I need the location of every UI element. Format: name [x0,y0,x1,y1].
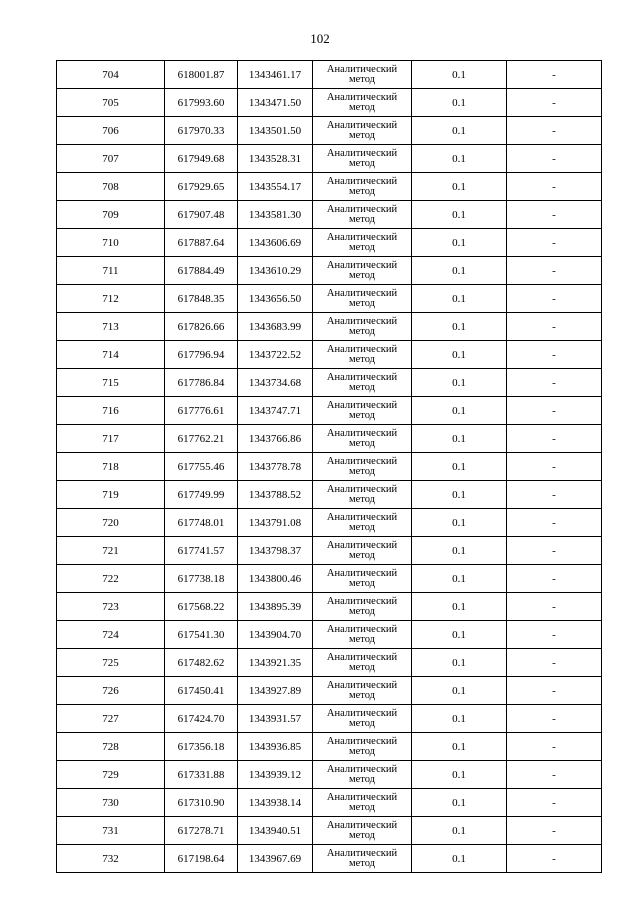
x-coordinate-cell: 617786.84 [165,369,238,397]
method-text-line1: Аналитический [326,455,398,467]
x-coordinate-cell: 617949.68 [165,145,238,173]
accuracy-cell: 0.1 [412,621,507,649]
accuracy-cell: 0.1 [412,117,507,145]
method-cell [313,761,412,789]
x-coordinate-cell: 617482.62 [165,649,238,677]
point-number-cell: 725 [57,649,165,677]
method-cell [313,285,412,313]
point-number-cell: 729 [57,761,165,789]
accuracy-cell: 0.1 [412,761,507,789]
table-row [57,313,602,341]
point-number-cell: 718 [57,453,165,481]
method-text-line2: метод [348,773,376,785]
point-number-cell: 721 [57,537,165,565]
table-row [57,61,602,89]
y-coordinate-cell: 1343683.99 [238,313,313,341]
x-coordinate-cell: 617541.30 [165,621,238,649]
x-coordinate-cell: 617568.22 [165,593,238,621]
table-row [57,285,602,313]
method-text-line2: метод [348,157,376,169]
description-cell: - [507,649,602,677]
point-number-cell: 726 [57,677,165,705]
accuracy-cell: 0.1 [412,649,507,677]
description-cell: - [507,397,602,425]
method-text-line1: Аналитический [326,175,398,187]
description-cell: - [507,761,602,789]
table-row [57,705,602,733]
table-row [57,761,602,789]
point-number-cell: 727 [57,705,165,733]
accuracy-cell: 0.1 [412,89,507,117]
method-text-line2: метод [348,213,376,225]
y-coordinate-cell: 1343791.08 [238,509,313,537]
method-text-line2: метод [348,409,376,421]
description-cell: - [507,61,602,89]
accuracy-cell: 0.1 [412,481,507,509]
method-text-line2: метод [348,185,376,197]
accuracy-cell: 0.1 [412,257,507,285]
point-number-cell: 715 [57,369,165,397]
accuracy-cell: 0.1 [412,425,507,453]
table-row [57,593,602,621]
method-text-line1: Аналитический [326,679,398,691]
x-coordinate-cell: 617748.01 [165,509,238,537]
x-coordinate-cell: 617424.70 [165,705,238,733]
accuracy-cell: 0.1 [412,201,507,229]
method-cell [313,173,412,201]
y-coordinate-cell: 1343800.46 [238,565,313,593]
method-cell [313,313,412,341]
x-coordinate-cell: 617356.18 [165,733,238,761]
accuracy-cell: 0.1 [412,341,507,369]
method-text-line1: Аналитический [326,203,398,215]
y-coordinate-cell: 1343747.71 [238,397,313,425]
table-row [57,789,602,817]
method-text-line1: Аналитический [326,483,398,495]
table-row [57,229,602,257]
method-text-line1: Аналитический [326,623,398,635]
y-coordinate-cell: 1343895.39 [238,593,313,621]
accuracy-cell: 0.1 [412,173,507,201]
method-text-line1: Аналитический [326,399,398,411]
method-text-line2: метод [348,241,376,253]
table-row [57,453,602,481]
method-text-line1: Аналитический [326,819,398,831]
table-row [57,341,602,369]
y-coordinate-cell: 1343936.85 [238,733,313,761]
description-cell: - [507,341,602,369]
accuracy-cell: 0.1 [412,593,507,621]
table-row [57,201,602,229]
method-text-line1: Аналитический [326,791,398,803]
table-row [57,845,602,873]
method-text-line2: метод [348,493,376,505]
table-row [57,425,602,453]
method-text-line1: Аналитический [326,595,398,607]
accuracy-cell: 0.1 [412,397,507,425]
method-text-line1: Аналитический [326,231,398,243]
method-text-line2: метод [348,101,376,113]
y-coordinate-cell: 1343722.52 [238,341,313,369]
description-cell: - [507,369,602,397]
method-text-line1: Аналитический [326,763,398,775]
accuracy-cell: 0.1 [412,145,507,173]
method-text-line1: Аналитический [326,371,398,383]
accuracy-cell: 0.1 [412,61,507,89]
description-cell: - [507,453,602,481]
method-text-line2: метод [348,745,376,757]
y-coordinate-cell: 1343939.12 [238,761,313,789]
method-cell [313,733,412,761]
accuracy-cell: 0.1 [412,705,507,733]
method-cell [313,61,412,89]
table-row [57,733,602,761]
y-coordinate-cell: 1343938.14 [238,789,313,817]
method-text-line2: метод [348,381,376,393]
x-coordinate-cell: 617907.48 [165,201,238,229]
accuracy-cell: 0.1 [412,565,507,593]
method-text-line1: Аналитический [326,315,398,327]
method-text-line2: метод [348,829,376,841]
method-text-line1: Аналитический [326,539,398,551]
method-cell [313,425,412,453]
point-number-cell: 728 [57,733,165,761]
method-text-line2: метод [348,437,376,449]
point-number-cell: 709 [57,201,165,229]
method-text-line1: Аналитический [326,567,398,579]
description-cell: - [507,845,602,873]
method-text-line2: метод [348,689,376,701]
description-cell: - [507,117,602,145]
method-cell [313,565,412,593]
point-number-cell: 710 [57,229,165,257]
table-row [57,649,602,677]
accuracy-cell: 0.1 [412,369,507,397]
method-cell [313,341,412,369]
description-cell: - [507,229,602,257]
point-number-cell: 706 [57,117,165,145]
description-cell: - [507,173,602,201]
method-cell [313,621,412,649]
method-text-line1: Аналитический [326,651,398,663]
method-cell [313,509,412,537]
point-number-cell: 708 [57,173,165,201]
y-coordinate-cell: 1343461.17 [238,61,313,89]
description-cell: - [507,481,602,509]
description-cell: - [507,145,602,173]
y-coordinate-cell: 1343798.37 [238,537,313,565]
table-row [57,257,602,285]
y-coordinate-cell: 1343471.50 [238,89,313,117]
accuracy-cell: 0.1 [412,453,507,481]
x-coordinate-cell: 617929.65 [165,173,238,201]
table-row [57,145,602,173]
x-coordinate-cell: 617848.35 [165,285,238,313]
x-coordinate-cell: 617796.94 [165,341,238,369]
method-cell [313,145,412,173]
accuracy-cell: 0.1 [412,537,507,565]
y-coordinate-cell: 1343940.51 [238,817,313,845]
method-text-line1: Аналитический [326,287,398,299]
y-coordinate-cell: 1343554.17 [238,173,313,201]
table-row [57,173,602,201]
point-number-cell: 731 [57,817,165,845]
table-row [57,481,602,509]
method-cell [313,201,412,229]
description-cell: - [507,509,602,537]
method-text-line2: метод [348,325,376,337]
x-coordinate-cell: 617278.71 [165,817,238,845]
x-coordinate-cell: 617884.49 [165,257,238,285]
x-coordinate-cell: 617310.90 [165,789,238,817]
method-cell [313,677,412,705]
accuracy-cell: 0.1 [412,789,507,817]
method-text-line2: метод [348,605,376,617]
description-cell: - [507,89,602,117]
method-cell [313,89,412,117]
method-text-line1: Аналитический [326,707,398,719]
point-number-cell: 711 [57,257,165,285]
method-text-line2: метод [348,717,376,729]
y-coordinate-cell: 1343921.35 [238,649,313,677]
description-cell: - [507,285,602,313]
x-coordinate-cell: 617970.33 [165,117,238,145]
method-cell [313,257,412,285]
method-text-line1: Аналитический [326,735,398,747]
method-cell [313,817,412,845]
y-coordinate-cell: 1343610.29 [238,257,313,285]
method-cell [313,593,412,621]
method-text-line2: метод [348,857,376,869]
method-cell [313,369,412,397]
method-cell [313,789,412,817]
accuracy-cell: 0.1 [412,313,507,341]
method-text-line2: метод [348,297,376,309]
y-coordinate-cell: 1343931.57 [238,705,313,733]
point-number-cell: 712 [57,285,165,313]
x-coordinate-cell: 618001.87 [165,61,238,89]
method-cell [313,229,412,257]
method-text-line1: Аналитический [326,427,398,439]
accuracy-cell: 0.1 [412,677,507,705]
coordinates-table [56,60,602,873]
y-coordinate-cell: 1343606.69 [238,229,313,257]
method-cell [313,705,412,733]
description-cell: - [507,537,602,565]
method-cell [313,453,412,481]
y-coordinate-cell: 1343904.70 [238,621,313,649]
point-number-cell: 716 [57,397,165,425]
table-row [57,621,602,649]
description-cell: - [507,677,602,705]
table-row [57,117,602,145]
description-cell: - [507,565,602,593]
method-text-line1: Аналитический [326,147,398,159]
accuracy-cell: 0.1 [412,817,507,845]
y-coordinate-cell: 1343967.69 [238,845,313,873]
method-text-line2: метод [348,661,376,673]
description-cell: - [507,257,602,285]
method-cell [313,397,412,425]
method-cell [313,845,412,873]
method-text-line2: метод [348,129,376,141]
description-cell: - [507,313,602,341]
point-number-cell: 720 [57,509,165,537]
x-coordinate-cell: 617331.88 [165,761,238,789]
table-row [57,369,602,397]
method-cell [313,649,412,677]
x-coordinate-cell: 617776.61 [165,397,238,425]
table-row [57,817,602,845]
x-coordinate-cell: 617826.66 [165,313,238,341]
method-text-line2: метод [348,521,376,533]
point-number-cell: 714 [57,341,165,369]
x-coordinate-cell: 617738.18 [165,565,238,593]
x-coordinate-cell: 617198.64 [165,845,238,873]
y-coordinate-cell: 1343734.68 [238,369,313,397]
accuracy-cell: 0.1 [412,845,507,873]
y-coordinate-cell: 1343778.78 [238,453,313,481]
method-text-line2: метод [348,801,376,813]
table-row [57,397,602,425]
y-coordinate-cell: 1343927.89 [238,677,313,705]
point-number-cell: 724 [57,621,165,649]
point-number-cell: 704 [57,61,165,89]
method-text-line2: метод [348,465,376,477]
table-row [57,537,602,565]
description-cell: - [507,789,602,817]
y-coordinate-cell: 1343766.86 [238,425,313,453]
method-text-line2: метод [348,269,376,281]
point-number-cell: 713 [57,313,165,341]
point-number-cell: 723 [57,593,165,621]
accuracy-cell: 0.1 [412,509,507,537]
page-number: 102 [310,31,330,46]
x-coordinate-cell: 617749.99 [165,481,238,509]
point-number-cell: 719 [57,481,165,509]
method-text-line2: метод [348,549,376,561]
method-text-line2: метод [348,577,376,589]
point-number-cell: 730 [57,789,165,817]
point-number-cell: 707 [57,145,165,173]
y-coordinate-cell: 1343581.30 [238,201,313,229]
description-cell: - [507,621,602,649]
x-coordinate-cell: 617887.64 [165,229,238,257]
y-coordinate-cell: 1343528.31 [238,145,313,173]
method-text-line1: Аналитический [326,63,398,75]
accuracy-cell: 0.1 [412,285,507,313]
y-coordinate-cell: 1343501.50 [238,117,313,145]
method-text-line2: метод [348,633,376,645]
accuracy-cell: 0.1 [412,229,507,257]
point-number-cell: 717 [57,425,165,453]
x-coordinate-cell: 617755.46 [165,453,238,481]
y-coordinate-cell: 1343788.52 [238,481,313,509]
table-row [57,677,602,705]
method-text-line2: метод [348,73,376,85]
y-coordinate-cell: 1343656.50 [238,285,313,313]
x-coordinate-cell: 617762.21 [165,425,238,453]
method-text-line2: метод [348,353,376,365]
description-cell: - [507,425,602,453]
description-cell: - [507,705,602,733]
description-cell: - [507,201,602,229]
method-text-line1: Аналитический [326,91,398,103]
point-number-cell: 722 [57,565,165,593]
point-number-cell: 705 [57,89,165,117]
method-text-line1: Аналитический [326,119,398,131]
method-cell [313,117,412,145]
x-coordinate-cell: 617450.41 [165,677,238,705]
accuracy-cell: 0.1 [412,733,507,761]
method-cell [313,481,412,509]
method-text-line1: Аналитический [326,847,398,859]
table-row [57,565,602,593]
method-cell [313,537,412,565]
table-row [57,509,602,537]
description-cell: - [507,817,602,845]
x-coordinate-cell: 617993.60 [165,89,238,117]
point-number-cell: 732 [57,845,165,873]
coordinates-table-body [57,61,602,873]
x-coordinate-cell: 617741.57 [165,537,238,565]
method-text-line1: Аналитический [326,259,398,271]
description-cell: - [507,593,602,621]
method-text-line1: Аналитический [326,511,398,523]
method-text-line1: Аналитический [326,343,398,355]
table-row [57,89,602,117]
description-cell: - [507,733,602,761]
